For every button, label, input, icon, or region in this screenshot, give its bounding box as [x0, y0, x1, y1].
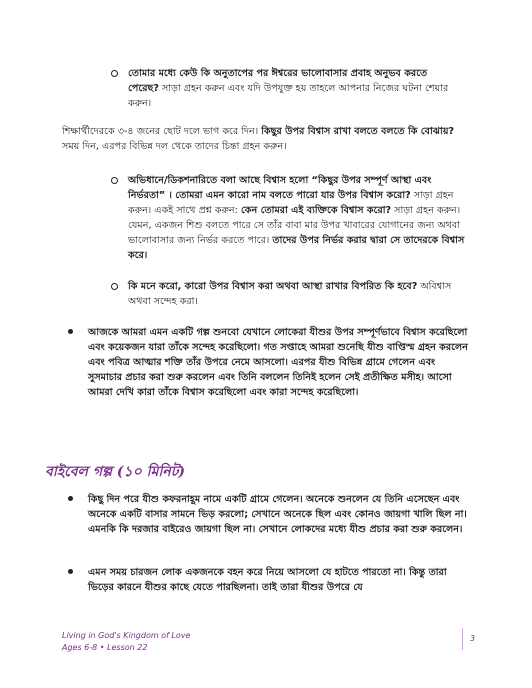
instruction-text: শিক্ষার্থীদেরকে ৩-৪ জনের ছোট দলে ভাগ করে দিন।	[62, 126, 262, 137]
question-text: তোমার মধ্যে কেউ কি অনুতাপের পর ঈশ্বরের ভালোবাসার প্রবাহ অনুভব করতে পেরেছ?	[128, 68, 428, 94]
footer-divider	[462, 628, 463, 650]
bullet-icon	[68, 569, 73, 574]
question-text: অভিধানে/ডিকশনারিতে বলা আছে বিশ্বাস হলো “কিছুর উপর সম্পূর্ণ আস্থা এবং নির্ভরতা” । তোমরা এমন কারো নাম বলতে পারো যার উপর বিশ্বাস করো?	[128, 175, 432, 201]
question-text: তাদের উপর নির্ভর করার দ্বারা সে তাদেরকে বিশ্বাস করে।	[128, 235, 465, 261]
instruction-text: সাড়া গ্রহন করুন। যেমন, একজন শিশু বলতে পারে সে তাঁর বাবা মার উপর খাবারের যোগানের জন্য অথবা ভালোবাসার জন্য নির্ভর করতে পারে।	[128, 205, 461, 246]
story-text: কিছু দিন পরে যীশু কফরনাহূম নামে একটি গ্রামে গেলেন। অনেকে শুনলেন যে তিনি এসেছেন এবং অনেকে একটি বাসার সামনে ভিড় করলো; সেখানে অনেকে ছিল এবং কোনও জায়গা খালি ছিল না। এমনকি কি দরজার বাইরেও জায়গা ছিল না। সেখানে লোকদের মধ্যে যীশু প্রচার করা শুরু করলেন।	[88, 494, 467, 535]
footer-subtitle: Ages 6-8 • Lesson 22	[62, 643, 148, 652]
instruction-paragraph	[62, 124, 472, 154]
instruction-text: সাড়া গ্রহন করুন এবং যদি উপযুক্ত হয় তাহলে আপনার নিজের ঘটনা শেয়ার করুন।	[128, 83, 449, 109]
circle-bullet-icon	[111, 70, 118, 77]
story-intro-text: আজকে আমরা এমন একটি গল্প শুনবো যেখানে লোকেরা যীশুর উপর সম্পূর্ণভাবে বিশ্বাস করেছিলো এবং কয়েকজন যারা তাঁকে সন্দেহ করেছিলো। গত সপ্তাহে আমরা শুনেছি যীশু বাপ্তিস্ম গ্রহন করলেন এবং পবিত্র আত্মার শক্তি তাঁর উপরে নেমে আসলো। এরপর যীশু বিভিন্ন গ্রামে গেলেন এবং সুসমাচার প্রচার করা শুরু করলেন এবং তিনি বললেন তিনিই হলেন সেই প্রতীক্ষিত মসীহ। আসো আমরা দেখি কারা তাঁকে বিশ্বাস করেছিলো এবং কারা সন্দেহ করেছিলো।	[88, 327, 468, 398]
discussion-question-3	[128, 279, 470, 309]
instruction-text: সময় দিন, এরপর বিভিন্ন দল থেকে তাদের চিন্তা গ্রহন করুন।	[62, 141, 287, 152]
question-text: কেন তোমরা এই ব্যক্তিকে বিশ্বাস করো?	[240, 205, 392, 216]
instruction-text: সাড়া গ্রহন করুন। একই সাথে প্রশ্ন করুন:	[128, 190, 454, 216]
question-text: কি মনে করো, কারো উপর বিশ্বাস করা অথবা আস্থা রাখার বিপরিত কি হবে?	[128, 281, 418, 292]
bullet-icon	[68, 496, 73, 501]
circle-bullet-icon	[111, 283, 118, 290]
discussion-question-1	[128, 66, 458, 111]
story-item-1	[88, 492, 468, 537]
instruction-text: অবিশ্বাস অথবা সন্দেহ করা।	[128, 281, 452, 307]
discussion-question-2	[128, 173, 470, 263]
question-text: কিছুর উপর বিশ্বাস রাখা বলতে বলতে কি বোঝায়?	[261, 126, 455, 137]
page-number: 3	[470, 634, 476, 643]
story-intro-item	[88, 325, 468, 400]
footer-title: Living in God's Kingdom of Love	[62, 631, 191, 640]
story-text: এমন সময় চারজন লোক একজনকে বহন করে নিয়ে আসলো যে হাটতে পারতো না। কিন্তু তারা ভিড়ের কারনে যীশুর কাছে যেতে পারছিলনা। তাই তারা যীশুর উপরে যে	[88, 567, 447, 593]
story-item-2	[88, 565, 468, 595]
section-title: বাইবেল গল্প (১০ মিনিট)	[45, 464, 185, 480]
bullet-icon	[68, 329, 73, 334]
footer	[62, 630, 190, 654]
circle-bullet-icon	[111, 177, 118, 184]
